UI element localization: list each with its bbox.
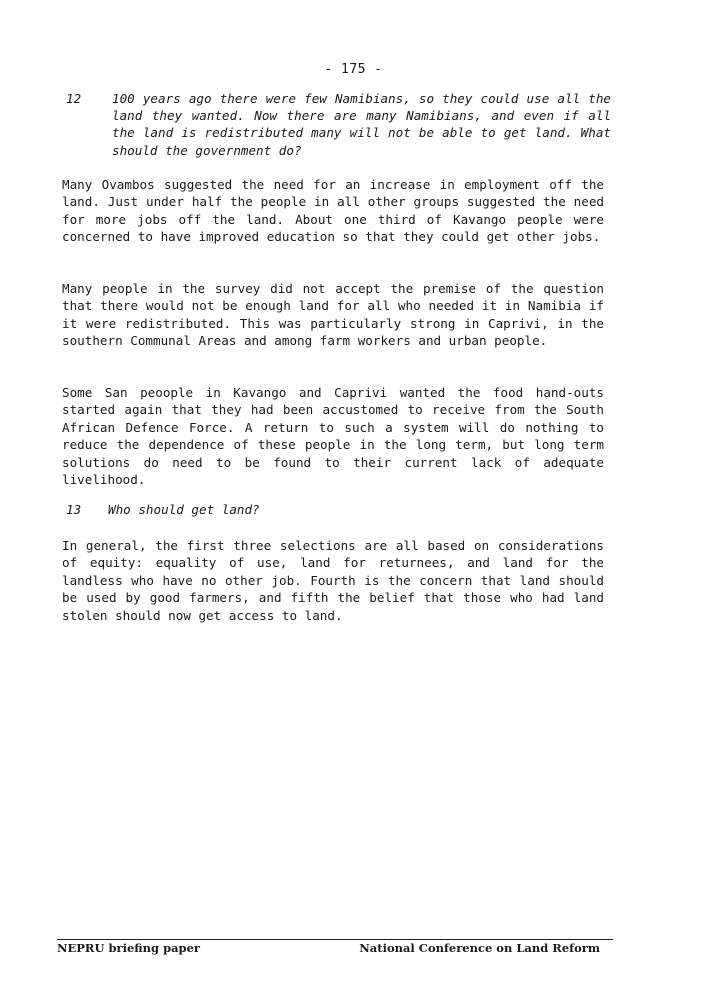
paragraph: In general, the first three selections are all based on considerations of equity: equality of use, land for returnees, and land for the landless who have no other job. Fourth is the concern that land should be used by good farmers, and fifth the belief that those who had land stolen should now get access to land. [62, 538, 604, 623]
question-number: 13 [66, 502, 82, 517]
question-text: Who should get land? [108, 502, 260, 517]
question-12 [66, 90, 611, 159]
question-13 [66, 501, 611, 518]
paragraph: Many Ovambos suggested the need for an increase in employment off the land. Just under half the people in all other groups suggested the need for more jobs off the land. About one third of Kavango people were concerned to have improved education so that they could get other jobs. [62, 177, 604, 245]
footer-left-text: NEPRU briefing paper [57, 941, 200, 955]
page-number: - 175 - [324, 62, 383, 77]
footer-divider [57, 939, 613, 940]
paragraph: Many people in the survey did not accept the premise of the question that there would not be enough land for all who needed it in Namibia if it were redistributed. This was particularly strong in Caprivi, in the southern Communal Areas and among farm workers and urban people. [62, 281, 604, 349]
footer-right-text: National Conference on Land Reform [359, 941, 600, 955]
paragraph: Some San peoople in Kavango and Caprivi wanted the food hand-outs started again that they had been accustomed to receive from the South African Defence Force. A return to such a system will do nothing to reduce the dependence of these people in the long term, but long term solutions do need to be found to their current lack of adequate livelihood. [62, 385, 604, 488]
question-number: 12 [66, 91, 82, 106]
question-text: 100 years ago there were few Namibians, so they could use all the land they wanted. Now there are many Namibians, and even if all the land is redistributed many will not be able to get land. What should the government do? [112, 91, 611, 158]
